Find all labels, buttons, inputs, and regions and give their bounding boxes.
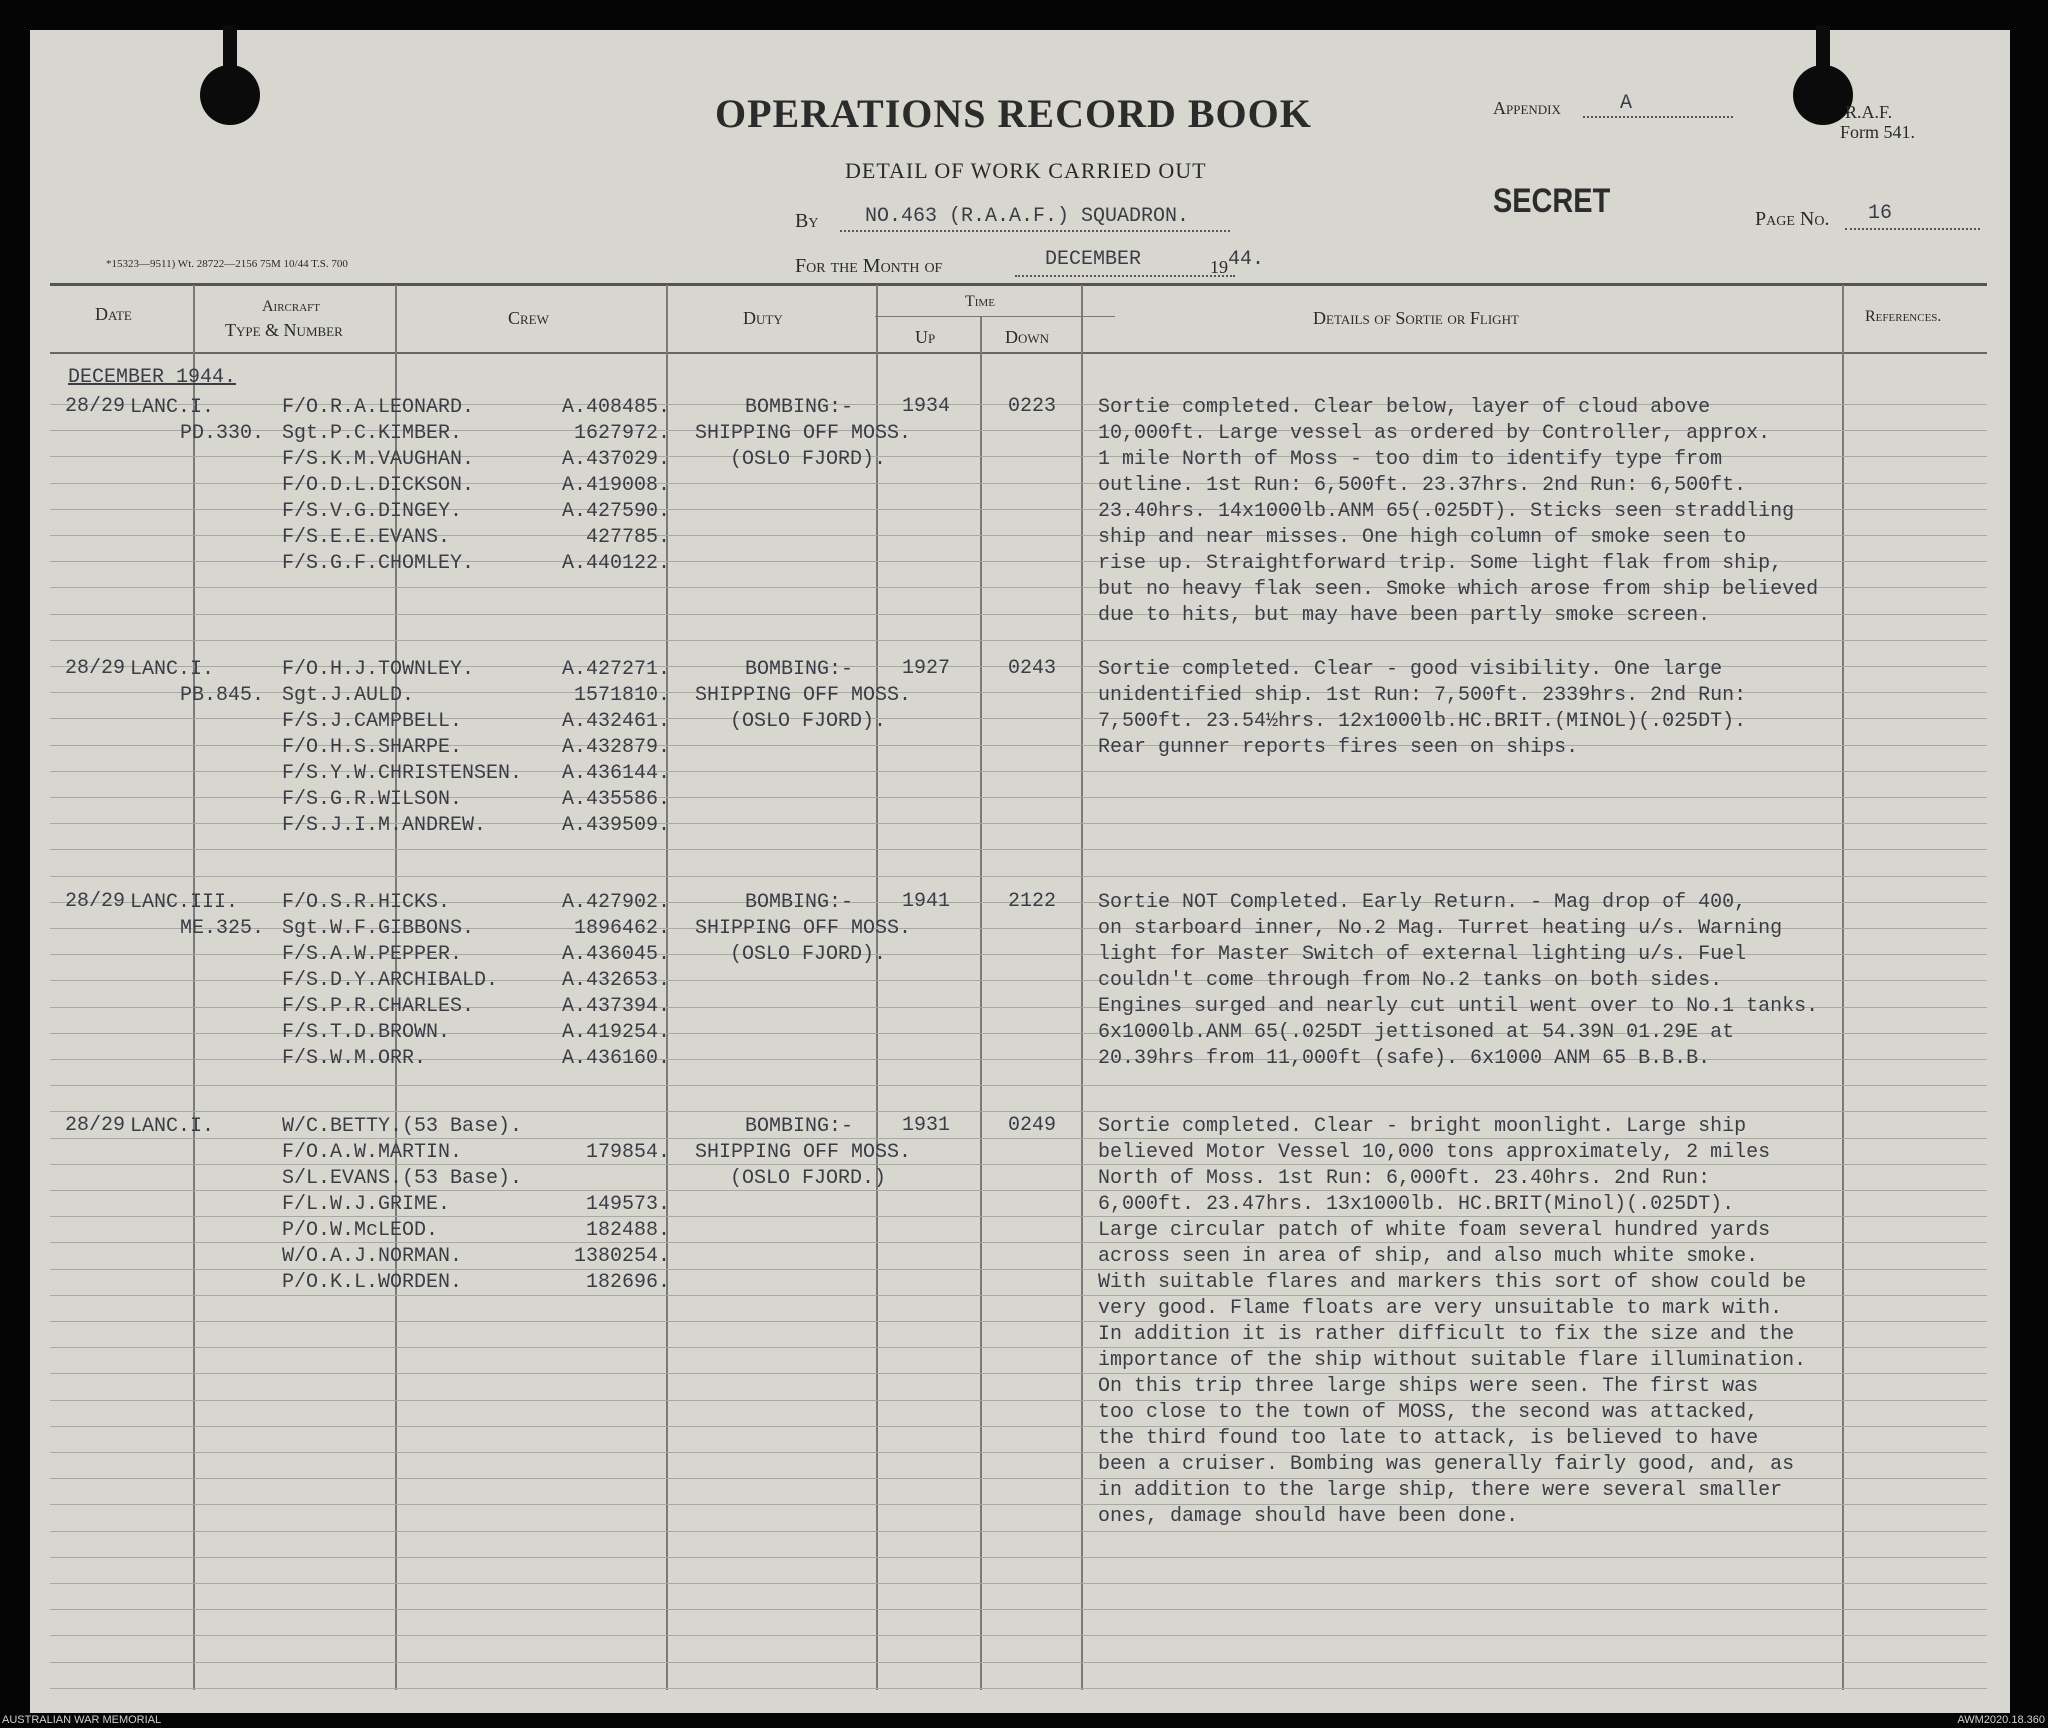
- entry-service-numbers-line: A.419008.: [561, 474, 670, 497]
- entry-duty-line: SHIPPING OFF MOSS.: [695, 917, 912, 940]
- entry-service-numbers: [562, 890, 670, 1072]
- entry-aircraft-line: LANC.I.: [130, 396, 215, 419]
- entry-crew-line: F/L.W.J.GRIME.: [282, 1193, 451, 1216]
- entry-crew-line: F/O.D.L.DICKSON.: [282, 474, 475, 497]
- col-aircraft-line1: Aircraft: [262, 298, 321, 315]
- entry-aircraft: [130, 395, 264, 447]
- col-aircraft-line2: Type & Number: [225, 320, 343, 340]
- entry-details-line: Sortie completed. Clear below, layer of cloud above: [1098, 396, 1711, 419]
- entry-service-numbers: [574, 1114, 670, 1296]
- record-sheet: [30, 30, 2010, 1713]
- entry-aircraft-line: ME.325.: [180, 917, 265, 940]
- month-label: For the Month of: [795, 255, 943, 277]
- entry-duty-line: (OSLO FJORD).: [730, 448, 887, 471]
- entry-aircraft: [130, 657, 264, 709]
- year-prefix: 19: [1210, 257, 1228, 277]
- entry-details-line: outline. 1st Run: 6,500ft. 23.37hrs. 2nd Run: 6,500ft.: [1098, 474, 1747, 497]
- entry-service-numbers-line: 1380254.: [573, 1245, 670, 1268]
- entry-crew-line: F/S.G.R.WILSON.: [282, 788, 463, 811]
- entry-details-line: very good. Flame floats are very unsuitable to mark with.: [1098, 1297, 1783, 1320]
- entry-crew-line: F/O.R.A.LEONARD.: [282, 396, 475, 419]
- entry-crew-line: F/S.D.Y.ARCHIBALD.: [282, 969, 499, 992]
- entry-duty: [695, 1114, 911, 1192]
- entry-duty-line: SHIPPING OFF MOSS.: [695, 1141, 912, 1164]
- entry-details-line: the third found too late to attack, is believed to have: [1098, 1427, 1759, 1450]
- entry-details-line: rise up. Straightforward trip. Some light flak from ship,: [1098, 552, 1783, 575]
- entry-service-numbers-line: A.419254.: [561, 1021, 670, 1044]
- entry-service-numbers-line: A.436144.: [561, 762, 670, 785]
- entry-time-down: 2122: [1008, 890, 1057, 913]
- entry-service-numbers-line: A.427902.: [561, 891, 670, 914]
- entry-details-line: 7,500ft. 23.54½hrs. 12x1000lb.HC.BRIT.(MINOL)(.025DT).: [1098, 710, 1747, 733]
- entry-aircraft-line: LANC.III.: [130, 891, 239, 914]
- entry-service-numbers-line: A.427271.: [561, 658, 670, 681]
- entry-details-line: due to hits, but may have been partly smoke screen.: [1098, 604, 1711, 627]
- entry-details-line: been a cruiser. Bombing was generally fairly good, and, as: [1098, 1453, 1795, 1476]
- appendix-label: Appendix: [1493, 98, 1561, 118]
- entry-details-line: 10,000ft. Large vessel as ordered by Controller, approx.: [1098, 422, 1771, 445]
- entry-duty-line: (OSLO FJORD.): [730, 1167, 887, 1190]
- entry-details-line: In addition it is rather difficult to fix the size and the: [1098, 1323, 1795, 1346]
- entry-service-numbers: [562, 395, 670, 577]
- entry-aircraft-line: LANC.I.: [130, 1115, 215, 1138]
- entry-aircraft-line: LANC.I.: [130, 658, 215, 681]
- entry-time-up: 1931: [902, 1114, 951, 1137]
- entry-service-numbers-line: 1571810.: [573, 684, 670, 707]
- entry-crew-line: Sgt.W.F.GIBBONS.: [282, 917, 475, 940]
- entry-duty: [695, 395, 911, 473]
- entry-crew-line: F/S.W.M.ORR.: [282, 1047, 427, 1070]
- entry-details-line: 23.40hrs. 14x1000lb.ANM 65(.025DT). Sticks seen straddling: [1098, 500, 1795, 523]
- entry-service-numbers-line: 182696.: [585, 1271, 670, 1294]
- entry-crew-line: F/S.P.R.CHARLES.: [282, 995, 475, 1018]
- entry-crew: [282, 395, 474, 577]
- binder-slot-left: [223, 25, 237, 75]
- entry-crew-line: F/S.Y.W.CHRISTENSEN.: [282, 762, 523, 785]
- entry-service-numbers-line: [574, 1166, 670, 1192]
- entry-time-down: 0243: [1008, 657, 1057, 680]
- entry-aircraft: [130, 890, 264, 942]
- entry-details-line: couldn't come through from No.2 tanks on both sides.: [1098, 969, 1723, 992]
- entry-details-line: ones, damage should have been done.: [1098, 1505, 1519, 1528]
- entry-details-line: With suitable flares and markers this sort of show could be: [1098, 1271, 1807, 1294]
- month-value: DECEMBER: [1045, 248, 1142, 271]
- entry-crew-line: Sgt.J.AULD.: [282, 684, 415, 707]
- entry-aircraft-line: PD.330.: [180, 422, 265, 445]
- entry-duty-line: BOMBING:-: [745, 396, 854, 419]
- entry-duty-line: BOMBING:-: [745, 1115, 854, 1138]
- entry-details-line: Sortie completed. Clear - bright moonlight. Large ship: [1098, 1115, 1747, 1138]
- entry-details-line: North of Moss. 1st Run: 6,000ft. 23.40hrs. 2nd Run:: [1098, 1167, 1711, 1190]
- entry-details: [1098, 395, 1818, 629]
- entry-details-line: importance of the ship without suitable flare illumination.: [1098, 1349, 1807, 1372]
- entry-details-line: light for Master Switch of external lighting u/s. Fuel: [1098, 943, 1747, 966]
- entry-details-line: 6,000ft. 23.47hrs. 13x1000lb. HC.BRIT(Minol)(.025DT).: [1098, 1193, 1735, 1216]
- entry-service-numbers-line: A.432879.: [561, 736, 670, 759]
- entry-crew-line: S/L.EVANS.(53 Base).: [282, 1167, 523, 1190]
- entry-duty-line: SHIPPING OFF MOSS.: [695, 422, 912, 445]
- entry-time-up: 1941: [902, 890, 951, 913]
- col-details: Details of Sortie or Flight: [1313, 308, 1519, 328]
- col-references: References.: [1865, 308, 1942, 325]
- page-subtitle: DETAIL OF WORK CARRIED OUT: [845, 158, 1207, 183]
- page-number: 16: [1868, 202, 1893, 225]
- entry-details-line: unidentified ship. 1st Run: 7,500ft. 2339hrs. 2nd Run:: [1098, 684, 1747, 707]
- binder-slot-right: [1816, 25, 1830, 75]
- entry-service-numbers-line: [574, 1114, 670, 1140]
- form-line-1: R.A.F.: [1845, 102, 1893, 122]
- entry-crew-line: F/O.A.W.MARTIN.: [282, 1141, 463, 1164]
- by-label: By: [795, 210, 819, 232]
- entry-details-line: 6x1000lb.ANM 65(.025DT jettisoned at 54.39N 01.29E at: [1098, 1021, 1735, 1044]
- entry-details: [1098, 657, 1746, 761]
- entry-crew-line: F/S.E.E.EVANS.: [282, 526, 451, 549]
- entry-service-numbers-line: A.432653.: [561, 969, 670, 992]
- entry-crew-line: P/O.W.McLEOD.: [282, 1219, 439, 1242]
- entry-service-numbers-line: 427785.: [585, 526, 670, 549]
- entry-crew: [282, 657, 522, 839]
- entry-service-numbers-line: A.436160.: [561, 1047, 670, 1070]
- entry-details-line: ship and near misses. One high column of smoke seen to: [1098, 526, 1747, 549]
- footer-right: AWM2020.18.360: [1957, 1714, 2045, 1726]
- entry-details-line: too close to the town of MOSS, the second was attacked,: [1098, 1401, 1759, 1424]
- entry-crew-line: F/S.G.F.CHOMLEY.: [282, 552, 475, 575]
- entry-date: 28/29: [65, 890, 126, 913]
- page-title: OPERATIONS RECORD BOOK: [715, 91, 1312, 136]
- entry-date: 28/29: [65, 395, 126, 418]
- entry-crew-line: F/O.S.R.HICKS.: [282, 891, 451, 914]
- col-time: Time: [965, 293, 995, 310]
- entry-details-line: Sortie NOT Completed. Early Return. - Mag drop of 400,: [1098, 891, 1747, 914]
- entry-details-line: but no heavy flak seen. Smoke which arose from ship believed: [1098, 578, 1819, 601]
- entry-aircraft: [130, 1114, 214, 1140]
- entry-crew-line: W/C.BETTY.(53 Base).: [282, 1115, 523, 1138]
- entry-crew-line: F/S.V.G.DINGEY.: [282, 500, 463, 523]
- entry-duty-line: BOMBING:-: [745, 658, 854, 681]
- entry-crew-line: F/S.K.M.VAUGHAN.: [282, 448, 475, 471]
- entry-time-up: 1934: [902, 395, 951, 418]
- entry-details-line: Large circular patch of white foam several hundred yards: [1098, 1219, 1771, 1242]
- entry-crew-line: W/O.A.J.NORMAN.: [282, 1245, 463, 1268]
- entry-crew-line: Sgt.P.C.KIMBER.: [282, 422, 463, 445]
- form-line-2: Form 541.: [1840, 122, 1916, 142]
- entry-crew-line: P/O.K.L.WORDEN.: [282, 1271, 463, 1294]
- footer-left: AUSTRALIAN WAR MEMORIAL: [2, 1714, 162, 1726]
- entry-service-numbers-line: A.435586.: [561, 788, 670, 811]
- entry-service-numbers-line: A.437394.: [561, 995, 670, 1018]
- col-date: Date: [95, 304, 132, 324]
- entry-time-down: 0223: [1008, 395, 1057, 418]
- entry-details-line: On this trip three large ships were seen. The first was: [1098, 1375, 1759, 1398]
- entry-details-line: on starboard inner, No.2 Mag. Turret heating u/s. Warning: [1098, 917, 1783, 940]
- entry-details: [1098, 1114, 1806, 1530]
- entry-time-down: 0249: [1008, 1114, 1057, 1137]
- entry-duty-line: (OSLO FJORD).: [730, 943, 887, 966]
- entry-service-numbers-line: A.440122.: [561, 552, 670, 575]
- entry-date: 28/29: [65, 1114, 126, 1137]
- entry-service-numbers-line: 1896462.: [573, 917, 670, 940]
- entry-time-up: 1927: [902, 657, 951, 680]
- col-crew: Crew: [508, 308, 549, 328]
- entry-details: [1098, 890, 1818, 1072]
- entry-details-line: in addition to the large ship, there were several smaller: [1098, 1479, 1783, 1502]
- secret-stamp: SECRET: [1493, 182, 1611, 220]
- entry-crew-line: F/O.H.J.TOWNLEY.: [282, 658, 475, 681]
- entry-service-numbers-line: A.408485.: [561, 396, 670, 419]
- entry-service-numbers-line: 182488.: [585, 1219, 670, 1242]
- entry-duty: [695, 657, 911, 735]
- year-suffix: 44.: [1228, 248, 1265, 271]
- entry-crew-line: F/S.J.I.M.ANDREW.: [282, 814, 487, 837]
- page-number-label: Page No.: [1755, 208, 1830, 230]
- entry-details-line: Engines surged and nearly cut until went over to No.1 tanks.: [1098, 995, 1819, 1018]
- entry-duty-line: SHIPPING OFF MOSS.: [695, 684, 912, 707]
- print-code: *15323—9511) Wt. 28722—2156 75M 10/44 T.S. 700: [106, 258, 348, 270]
- entry-service-numbers: [562, 657, 670, 839]
- entry-duty-line: (OSLO FJORD).: [730, 710, 887, 733]
- entry-service-numbers-line: 179854.: [585, 1141, 670, 1164]
- entry-service-numbers-line: A.439509.: [561, 814, 670, 837]
- entry-details-line: 20.39hrs from 11,000ft (safe). 6x1000 ANM 65 B.B.B.: [1098, 1047, 1711, 1070]
- entry-details-line: Sortie completed. Clear - good visibility. One large: [1098, 658, 1723, 681]
- entry-duty-line: BOMBING:-: [745, 891, 854, 914]
- section-heading: DECEMBER 1944.: [68, 366, 237, 389]
- entry-crew-line: F/S.A.W.PEPPER.: [282, 943, 463, 966]
- entry-service-numbers-line: 1627972.: [573, 422, 670, 445]
- entry-service-numbers-line: A.436045.: [561, 943, 670, 966]
- entry-service-numbers-line: 149573.: [585, 1193, 670, 1216]
- entry-details-line: believed Motor Vessel 10,000 tons approximately, 2 miles: [1098, 1141, 1771, 1164]
- entry-crew: [282, 890, 498, 1072]
- entry-duty: [695, 890, 911, 968]
- col-time-up: Up: [915, 327, 936, 347]
- appendix-value: A: [1620, 92, 1633, 115]
- entry-details-line: 1 mile North of Moss - too dim to identify type from: [1098, 448, 1723, 471]
- entry-crew-line: F/O.H.S.SHARPE.: [282, 736, 463, 759]
- col-duty: Duty: [743, 308, 783, 328]
- entry-service-numbers-line: A.437029.: [561, 448, 670, 471]
- squadron-name: NO.463 (R.A.A.F.) SQUADRON.: [865, 205, 1190, 228]
- entry-crew: [282, 1114, 522, 1296]
- entry-aircraft-line: PB.845.: [180, 684, 265, 707]
- entry-service-numbers-line: A.432461.: [561, 710, 670, 733]
- entry-crew-line: F/S.J.CAMPBELL.: [282, 710, 463, 733]
- entry-date: 28/29: [65, 657, 126, 680]
- entry-service-numbers-line: A.427590.: [561, 500, 670, 523]
- entry-crew-line: F/S.T.D.BROWN.: [282, 1021, 451, 1044]
- col-time-down: Down: [1005, 327, 1050, 347]
- entry-details-line: Rear gunner reports fires seen on ships.: [1098, 736, 1579, 759]
- entry-details-line: across seen in area of ship, and also much white smoke.: [1098, 1245, 1759, 1268]
